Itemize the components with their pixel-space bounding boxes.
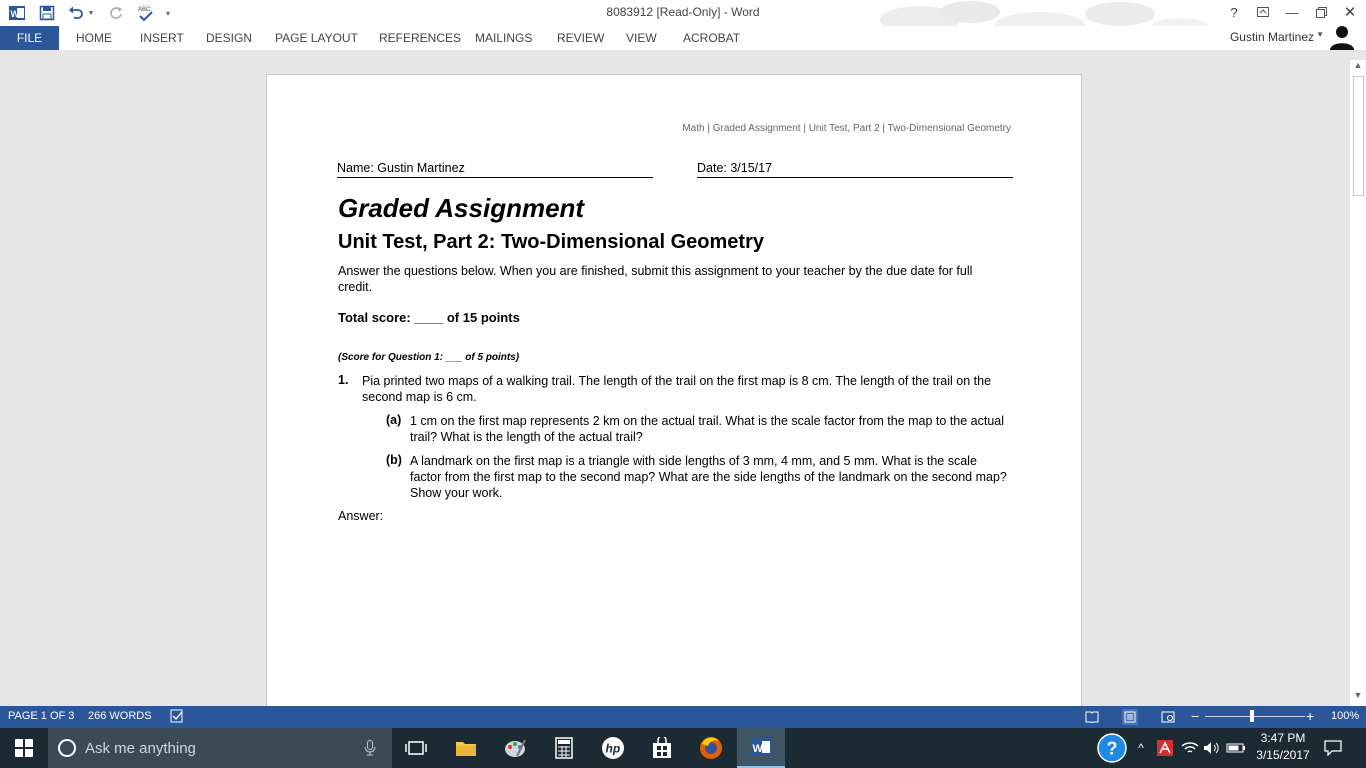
svg-text:hp: hp (605, 741, 621, 756)
zoom-in-icon[interactable]: + (1306, 708, 1315, 724)
user-menu-caret-icon[interactable]: ▼ (1316, 30, 1324, 39)
title-bar (0, 0, 1366, 26)
minimize-icon[interactable]: — (1285, 4, 1299, 20)
print-layout-icon[interactable] (1122, 709, 1138, 725)
question-1-text: Pia printed two maps of a walking trail. The length of the trail on the first map is 8 cm. The length of the trail on the second map is 6 cm. (362, 374, 992, 404)
zoom-slider[interactable] (1205, 716, 1305, 717)
cortana-icon (57, 738, 77, 758)
tab-page-layout[interactable]: PAGE LAYOUT (275, 31, 358, 45)
hp-icon[interactable] (589, 728, 637, 768)
question-1-number: 1. (338, 373, 349, 387)
word-taskbar-icon[interactable] (737, 728, 785, 768)
tab-insert[interactable]: INSERT (140, 31, 184, 45)
calculator-icon[interactable] (540, 728, 588, 768)
document-page[interactable] (266, 74, 1082, 706)
document-subtitle: Unit Test, Part 2: Two-Dimensional Geometry (338, 231, 764, 253)
answer-label: Answer: (338, 509, 384, 523)
volume-icon[interactable] (1200, 728, 1224, 768)
question-1-score-line: (Score for Question 1: ___ of 5 points) (338, 352, 520, 363)
tab-design[interactable]: DESIGN (206, 31, 253, 45)
zoom-level[interactable]: 100% (1331, 710, 1360, 722)
web-layout-icon[interactable] (1160, 709, 1176, 725)
instructions-paragraph: Answer the questions below. When you are finished, submit this assignment to your teacher by the due date for full credit. (338, 264, 973, 294)
read-mode-icon[interactable] (1084, 709, 1100, 725)
document-title: Graded Assignment (338, 193, 585, 223)
total-score-line: Total score: ____ of 15 points (338, 310, 520, 325)
date-field: Date: 3/15/17 (697, 161, 1013, 178)
proofing-icon[interactable] (170, 709, 184, 726)
clock-time[interactable]: 3:47 PM (1260, 731, 1306, 745)
tab-references[interactable]: REFERENCES (379, 31, 462, 45)
svg-text:?: ? (1106, 738, 1118, 759)
status-bar (0, 706, 1366, 728)
zoom-out-icon[interactable]: − (1191, 708, 1200, 724)
acrobat-tray-icon[interactable] (1153, 728, 1177, 768)
show-hidden-icons-icon[interactable]: ^ (1138, 741, 1144, 755)
start-button[interactable] (0, 728, 48, 768)
firefox-icon[interactable] (687, 728, 735, 768)
file-explorer-icon[interactable] (442, 728, 490, 768)
battery-icon[interactable] (1224, 728, 1248, 768)
svg-text:W: W (10, 9, 19, 19)
clock-date[interactable]: 3/15/2017 (1256, 748, 1310, 762)
document-canvas (0, 50, 1366, 706)
help-tips-icon[interactable] (1092, 728, 1132, 768)
ribbon-tabs (0, 26, 1366, 50)
question-1b-text: A landmark on the first map is a triangle with side lengths of 3 mm, 4 mm, and 5 mm. What is the scale factor from the first map to the second map? What are the side lengths of the landmark on the second map? Show your work. (410, 454, 1007, 500)
name-field: Name: Gustin Martinez (337, 161, 653, 178)
user-name[interactable]: Gustin Martinez (1229, 30, 1314, 44)
scroll-down-arrow-icon[interactable]: ▼ (1353, 690, 1363, 700)
question-1a-text: 1 cm on the first map represents 2 km on the actual trail. What is the scale factor from the map to the actual trail? What is the length of the actual trail? (410, 414, 1005, 444)
scroll-up-arrow-icon[interactable]: ▲ (1353, 60, 1363, 70)
page-header-text: Math | Graded Assignment | Unit Test, Part 2 | Two-Dimensional Geometry (682, 123, 1011, 134)
svg-text:ABC: ABC (138, 7, 151, 13)
question-1a-label: (a) (386, 413, 402, 427)
word-count[interactable]: 266 WORDS (88, 710, 152, 722)
windows-taskbar (0, 728, 1366, 768)
search-placeholder: Ask me anything (85, 740, 196, 757)
tab-home[interactable]: HOME (76, 31, 112, 45)
ribbon-display-options-icon[interactable] (1252, 3, 1274, 21)
tab-file[interactable]: FILE (0, 26, 59, 50)
user-avatar-icon[interactable] (1328, 23, 1356, 51)
action-center-icon[interactable] (1318, 728, 1348, 768)
tab-review[interactable]: REVIEW (557, 31, 605, 45)
store-icon[interactable] (638, 728, 686, 768)
microphone-icon[interactable] (364, 740, 376, 756)
zoom-slider-thumb[interactable] (1250, 710, 1254, 722)
scrollbar-thumb[interactable] (1353, 76, 1364, 196)
page-count[interactable]: PAGE 1 OF 3 (8, 710, 75, 722)
help-icon[interactable]: ? (1230, 4, 1238, 20)
restore-icon[interactable] (1310, 3, 1332, 21)
tab-view[interactable]: VIEW (626, 31, 657, 45)
question-1b-label: (b) (386, 453, 402, 467)
task-view-icon[interactable] (392, 728, 440, 768)
customize-toolbar-icon[interactable]: ▾ (165, 8, 170, 18)
wifi-icon[interactable] (1178, 728, 1202, 768)
cortana-search-box[interactable] (48, 728, 392, 768)
windows-logo-icon (15, 739, 33, 757)
vertical-scrollbar[interactable] (1349, 60, 1366, 706)
undo-dropdown-icon[interactable]: ▼ (87, 9, 95, 17)
tab-acrobat[interactable]: ACROBAT (683, 31, 741, 45)
tab-mailings[interactable]: MAILINGS (475, 31, 533, 45)
window-title: 8083912 [Read-Only] - Word (606, 5, 760, 19)
close-icon[interactable]: ✕ (1343, 4, 1357, 21)
svg-text:W: W (752, 743, 763, 755)
paint-icon[interactable] (491, 728, 539, 768)
